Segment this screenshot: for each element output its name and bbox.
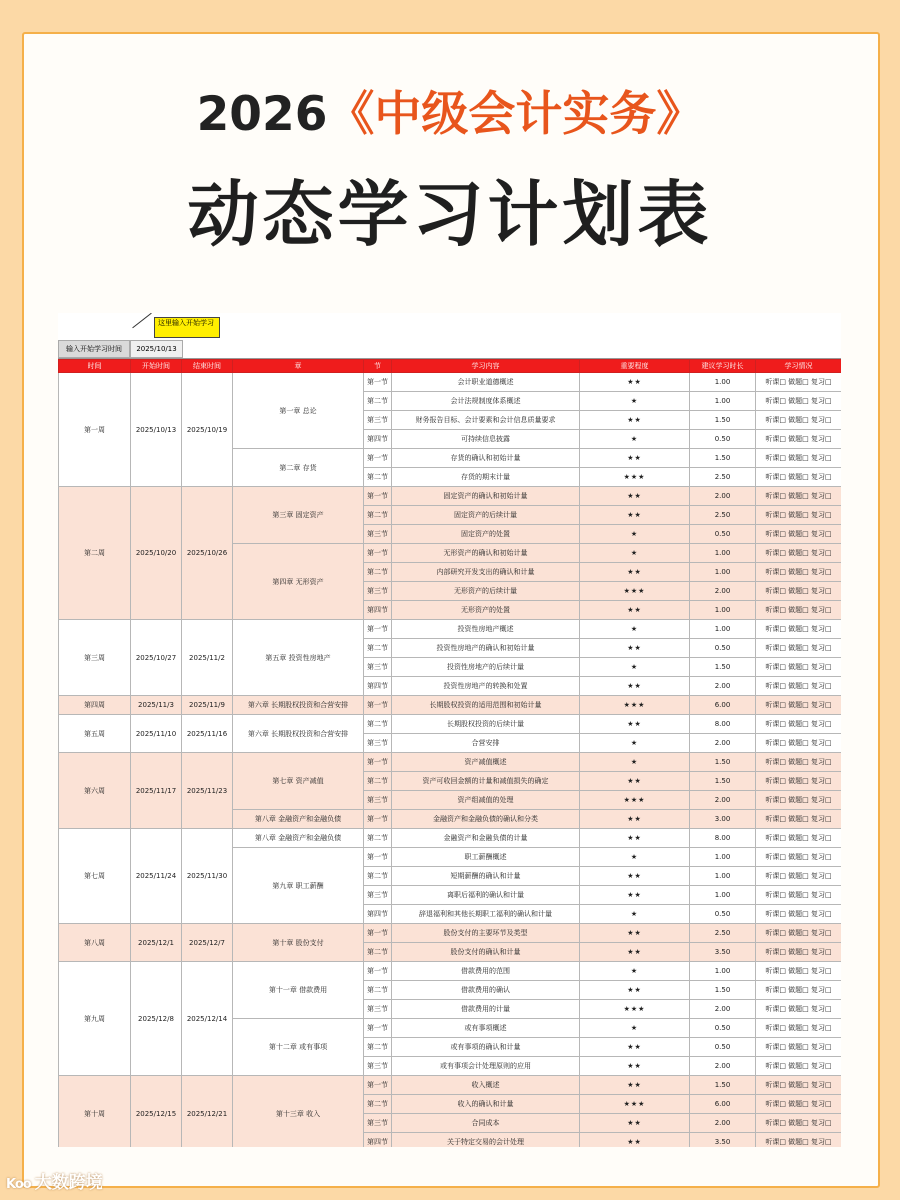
week-cell: 第五周 — [59, 715, 131, 753]
table-row — [59, 924, 842, 943]
start-date-cell: 2025/11/24 — [131, 829, 182, 924]
importance-cell: ★★★ — [580, 696, 690, 715]
status-checkboxes[interactable]: 听课□ 做题□ 复习□ — [756, 848, 842, 867]
importance-cell: ★★★ — [580, 1095, 690, 1114]
week-cell: 第八周 — [59, 924, 131, 962]
status-checkboxes[interactable]: 听课□ 做题□ 复习□ — [756, 506, 842, 525]
section-cell: 第一节 — [364, 848, 392, 867]
duration-cell: 2.50 — [690, 506, 756, 525]
week-cell: 第二周 — [59, 487, 131, 620]
start-date-cell: 2025/12/15 — [131, 1076, 182, 1148]
content-cell: 收入概述 — [392, 1076, 580, 1095]
section-cell: 第三节 — [364, 658, 392, 677]
duration-cell: 2.00 — [690, 582, 756, 601]
spreadsheet — [58, 313, 841, 1147]
section-cell: 第三节 — [364, 525, 392, 544]
section-cell: 第三节 — [364, 1000, 392, 1019]
brand-watermark — [6, 1168, 103, 1193]
chapter-cell: 第二章 存货 — [233, 449, 364, 487]
content-cell: 资产可收回金额的计量和减值损失的确定 — [392, 772, 580, 791]
section-cell: 第二节 — [364, 943, 392, 962]
start-date-cell: 2025/11/10 — [131, 715, 182, 753]
importance-cell: ★★ — [580, 677, 690, 696]
brand-name: 大数跨境 — [34, 1173, 103, 1193]
section-cell: 第二节 — [364, 772, 392, 791]
duration-cell: 3.50 — [690, 1133, 756, 1148]
table-row — [59, 715, 842, 734]
column-header: 开始时间 — [131, 360, 182, 373]
chapter-cell: 第六章 长期股权投资和合营安排 — [233, 696, 364, 715]
section-cell: 第二节 — [364, 829, 392, 848]
section-cell: 第一节 — [364, 1019, 392, 1038]
importance-cell: ★ — [580, 962, 690, 981]
section-cell: 第四节 — [364, 601, 392, 620]
duration-cell: 1.00 — [690, 620, 756, 639]
duration-cell: 3.50 — [690, 943, 756, 962]
duration-cell: 1.00 — [690, 601, 756, 620]
section-cell: 第二节 — [364, 867, 392, 886]
column-header: 学习内容 — [392, 360, 580, 373]
importance-cell: ★ — [580, 753, 690, 772]
section-cell: 第二节 — [364, 639, 392, 658]
importance-cell: ★★ — [580, 601, 690, 620]
content-cell: 资产组减值的处理 — [392, 791, 580, 810]
status-checkboxes[interactable]: 听课□ 做题□ 复习□ — [756, 639, 842, 658]
status-checkboxes[interactable]: 听课□ 做题□ 复习□ — [756, 1076, 842, 1095]
chapter-cell: 第五章 投资性房地产 — [233, 620, 364, 696]
importance-cell: ★★ — [580, 981, 690, 1000]
duration-cell: 1.00 — [690, 544, 756, 563]
content-cell: 股份支付的主要环节及类型 — [392, 924, 580, 943]
table-row — [59, 620, 842, 639]
week-cell: 第四周 — [59, 696, 131, 715]
section-cell: 第三节 — [364, 886, 392, 905]
section-cell: 第一节 — [364, 620, 392, 639]
start-date-cell: 2025/10/20 — [131, 487, 182, 620]
duration-cell: 2.00 — [690, 1000, 756, 1019]
duration-cell: 0.50 — [690, 905, 756, 924]
section-cell: 第二节 — [364, 981, 392, 1000]
week-cell: 第六周 — [59, 753, 131, 829]
status-checkboxes[interactable]: 听课□ 做题□ 复习□ — [756, 677, 842, 696]
content-cell: 合营安排 — [392, 734, 580, 753]
duration-cell: 1.50 — [690, 1076, 756, 1095]
end-date-cell: 2025/10/19 — [182, 373, 233, 487]
section-cell: 第二节 — [364, 468, 392, 487]
importance-cell: ★★ — [580, 411, 690, 430]
importance-cell: ★ — [580, 734, 690, 753]
table-row — [59, 696, 842, 715]
start-date-cell: 2025/11/3 — [131, 696, 182, 715]
end-date-cell: 2025/12/14 — [182, 962, 233, 1076]
status-checkboxes[interactable]: 听课□ 做题□ 复习□ — [756, 1057, 842, 1076]
importance-cell: ★★ — [580, 810, 690, 829]
duration-cell: 1.00 — [690, 392, 756, 411]
duration-cell: 1.50 — [690, 772, 756, 791]
duration-cell: 1.00 — [690, 563, 756, 582]
content-cell: 无形资产的处置 — [392, 601, 580, 620]
importance-cell: ★★ — [580, 943, 690, 962]
status-checkboxes[interactable]: 听课□ 做题□ 复习□ — [756, 962, 842, 981]
content-cell: 财务报告目标、会计要素和会计信息质量要求 — [392, 411, 580, 430]
content-cell: 职工薪酬概述 — [392, 848, 580, 867]
column-header: 时间 — [59, 360, 131, 373]
section-cell: 第四节 — [364, 1133, 392, 1148]
content-cell: 金融资产和金融负债的计量 — [392, 829, 580, 848]
content-cell: 资产减值概述 — [392, 753, 580, 772]
chapter-cell: 第四章 无形资产 — [233, 544, 364, 620]
end-date-cell: 2025/12/7 — [182, 924, 233, 962]
section-cell: 第一节 — [364, 373, 392, 392]
chapter-cell: 第十章 股份支付 — [233, 924, 364, 962]
content-cell: 固定资产的后续计量 — [392, 506, 580, 525]
duration-cell: 1.50 — [690, 658, 756, 677]
table-row — [59, 962, 842, 981]
chapter-cell: 第六章 长期股权投资和合营安排 — [233, 715, 364, 753]
duration-cell: 0.50 — [690, 1038, 756, 1057]
brand-logo-icon: Koo — [6, 1177, 31, 1192]
importance-cell: ★★ — [580, 373, 690, 392]
duration-cell: 1.50 — [690, 981, 756, 1000]
column-header: 建议学习时长 — [690, 360, 756, 373]
status-checkboxes[interactable]: 听课□ 做题□ 复习□ — [756, 563, 842, 582]
status-checkboxes[interactable]: 听课□ 做题□ 复习□ — [756, 430, 842, 449]
status-checkboxes[interactable]: 听课□ 做题□ 复习□ — [756, 772, 842, 791]
status-checkboxes[interactable]: 听课□ 做题□ 复习□ — [756, 392, 842, 411]
content-cell: 借款费用的范围 — [392, 962, 580, 981]
content-cell: 固定资产的处置 — [392, 525, 580, 544]
content-cell: 会计法规制度体系概述 — [392, 392, 580, 411]
importance-cell: ★★ — [580, 639, 690, 658]
start-date-label: 输入开始学习时间 — [58, 340, 130, 358]
section-cell: 第三节 — [364, 1114, 392, 1133]
importance-cell: ★★ — [580, 1133, 690, 1148]
section-cell: 第一节 — [364, 962, 392, 981]
content-cell: 关于特定交易的会计处理 — [392, 1133, 580, 1148]
importance-cell: ★★ — [580, 886, 690, 905]
chapter-cell: 第八章 金融资产和金融负债 — [233, 829, 364, 848]
status-checkboxes[interactable]: 听课□ 做题□ 复习□ — [756, 1000, 842, 1019]
table-row — [59, 1076, 842, 1095]
section-cell: 第二节 — [364, 506, 392, 525]
status-checkboxes[interactable]: 听课□ 做题□ 复习□ — [756, 1133, 842, 1148]
content-cell: 无形资产的确认和初始计量 — [392, 544, 580, 563]
week-cell: 第七周 — [59, 829, 131, 924]
status-checkboxes[interactable]: 听课□ 做题□ 复习□ — [756, 867, 842, 886]
end-date-cell: 2025/12/21 — [182, 1076, 233, 1148]
content-cell: 投资性房地产的确认和初始计量 — [392, 639, 580, 658]
end-date-cell: 2025/11/30 — [182, 829, 233, 924]
section-cell: 第三节 — [364, 734, 392, 753]
end-date-cell: 2025/11/23 — [182, 753, 233, 829]
section-cell: 第一节 — [364, 753, 392, 772]
status-checkboxes[interactable]: 听课□ 做题□ 复习□ — [756, 487, 842, 506]
chapter-cell: 第九章 职工薪酬 — [233, 848, 364, 924]
duration-cell: 1.50 — [690, 449, 756, 468]
arrow-line — [132, 313, 152, 328]
status-checkboxes[interactable]: 听课□ 做题□ 复习□ — [756, 1019, 842, 1038]
chapter-cell: 第三章 固定资产 — [233, 487, 364, 544]
chapter-cell: 第十三章 收入 — [233, 1076, 364, 1148]
duration-cell: 1.00 — [690, 962, 756, 981]
section-cell: 第二节 — [364, 1038, 392, 1057]
duration-cell: 2.50 — [690, 924, 756, 943]
section-cell: 第二节 — [364, 563, 392, 582]
content-cell: 或有事项的确认和计量 — [392, 1038, 580, 1057]
end-date-cell: 2025/11/16 — [182, 715, 233, 753]
importance-cell: ★★ — [580, 487, 690, 506]
page-title — [0, 80, 900, 150]
content-cell: 投资性房地产的转换和处置 — [392, 677, 580, 696]
content-cell: 金融资产和金融负债的确认和分类 — [392, 810, 580, 829]
duration-cell: 8.00 — [690, 715, 756, 734]
content-cell: 辞退福利和其他长期职工福利的确认和计量 — [392, 905, 580, 924]
duration-cell: 0.50 — [690, 639, 756, 658]
status-checkboxes[interactable]: 听课□ 做题□ 复习□ — [756, 886, 842, 905]
importance-cell: ★ — [580, 544, 690, 563]
importance-cell: ★★ — [580, 1076, 690, 1095]
importance-cell: ★★ — [580, 1057, 690, 1076]
content-cell: 投资性房地产概述 — [392, 620, 580, 639]
table-row — [59, 373, 842, 392]
content-cell: 固定资产的确认和初始计量 — [392, 487, 580, 506]
content-cell: 存货的确认和初始计量 — [392, 449, 580, 468]
title-year: 2026 — [196, 87, 328, 142]
status-checkboxes[interactable]: 听课□ 做题□ 复习□ — [756, 734, 842, 753]
end-date-cell: 2025/11/2 — [182, 620, 233, 696]
status-checkboxes[interactable]: 听课□ 做题□ 复习□ — [756, 753, 842, 772]
importance-cell: ★★ — [580, 715, 690, 734]
section-cell: 第三节 — [364, 1057, 392, 1076]
status-checkboxes[interactable]: 听课□ 做题□ 复习□ — [756, 715, 842, 734]
table-header-row — [59, 360, 842, 373]
week-cell: 第一周 — [59, 373, 131, 487]
content-cell: 存货的期末计量 — [392, 468, 580, 487]
duration-cell: 2.00 — [690, 1114, 756, 1133]
duration-cell: 1.50 — [690, 411, 756, 430]
status-checkboxes[interactable]: 听课□ 做题□ 复习□ — [756, 905, 842, 924]
section-cell: 第三节 — [364, 411, 392, 430]
chapter-cell: 第一章 总论 — [233, 373, 364, 449]
column-header: 节 — [364, 360, 392, 373]
chapter-cell: 第十一章 借款费用 — [233, 962, 364, 1019]
importance-cell: ★★★ — [580, 582, 690, 601]
section-cell: 第一节 — [364, 924, 392, 943]
section-cell: 第一节 — [364, 1076, 392, 1095]
duration-cell: 2.00 — [690, 791, 756, 810]
section-cell: 第三节 — [364, 791, 392, 810]
status-checkboxes[interactable]: 听课□ 做题□ 复习□ — [756, 924, 842, 943]
table-row — [59, 487, 842, 506]
start-date-cell: 2025/10/27 — [131, 620, 182, 696]
duration-cell: 0.50 — [690, 525, 756, 544]
chapter-cell: 第七章 资产减值 — [233, 753, 364, 810]
column-header: 结束时间 — [182, 360, 233, 373]
section-cell: 第一节 — [364, 544, 392, 563]
duration-cell: 2.00 — [690, 1057, 756, 1076]
duration-cell: 1.50 — [690, 753, 756, 772]
duration-cell: 2.00 — [690, 677, 756, 696]
start-date-input[interactable]: 2025/10/13 — [130, 340, 183, 358]
section-cell: 第三节 — [364, 582, 392, 601]
content-cell: 股份支付的确认和计量 — [392, 943, 580, 962]
status-checkboxes[interactable]: 听课□ 做题□ 复习□ — [756, 658, 842, 677]
status-checkboxes[interactable]: 听课□ 做题□ 复习□ — [756, 620, 842, 639]
week-cell: 第十周 — [59, 1076, 131, 1148]
sheet-top-area — [58, 313, 841, 359]
title-book: 《中级会计实务》 — [327, 87, 704, 142]
chapter-cell: 第十二章 或有事项 — [233, 1019, 364, 1076]
content-cell: 借款费用的计量 — [392, 1000, 580, 1019]
section-cell: 第二节 — [364, 392, 392, 411]
importance-cell: ★ — [580, 658, 690, 677]
start-date-cell: 2025/10/13 — [131, 373, 182, 487]
importance-cell: ★ — [580, 392, 690, 411]
status-checkboxes[interactable]: 听课□ 做题□ 复习□ — [756, 943, 842, 962]
start-date-cell: 2025/12/1 — [131, 924, 182, 962]
status-checkboxes[interactable]: 听课□ 做题□ 复习□ — [756, 696, 842, 715]
page-subtitle: 动态学习计划表 — [187, 173, 713, 256]
importance-cell: ★★★ — [580, 468, 690, 487]
end-date-cell: 2025/10/26 — [182, 487, 233, 620]
status-checkboxes[interactable]: 听课□ 做题□ 复习□ — [756, 810, 842, 829]
content-cell: 或有事项会计处理原则的应用 — [392, 1057, 580, 1076]
content-cell: 收入的确认和计量 — [392, 1095, 580, 1114]
status-checkboxes[interactable]: 听课□ 做题□ 复习□ — [756, 411, 842, 430]
input-hint-note: 这里输入开始学习 — [154, 317, 220, 338]
status-checkboxes[interactable]: 听课□ 做题□ 复习□ — [756, 1038, 842, 1057]
duration-cell: 2.00 — [690, 734, 756, 753]
importance-cell: ★ — [580, 430, 690, 449]
importance-cell: ★★ — [580, 829, 690, 848]
duration-cell: 2.50 — [690, 468, 756, 487]
content-cell: 离职后福利的确认和计量 — [392, 886, 580, 905]
column-header: 重要程度 — [580, 360, 690, 373]
column-header: 章 — [233, 360, 364, 373]
importance-cell: ★★ — [580, 506, 690, 525]
duration-cell: 0.50 — [690, 430, 756, 449]
start-date-cell: 2025/12/8 — [131, 962, 182, 1076]
content-cell: 会计职业道德概述 — [392, 373, 580, 392]
status-checkboxes[interactable]: 听课□ 做题□ 复习□ — [756, 544, 842, 563]
duration-cell: 1.00 — [690, 848, 756, 867]
section-cell: 第二节 — [364, 1095, 392, 1114]
status-checkboxes[interactable]: 听课□ 做题□ 复习□ — [756, 373, 842, 392]
chapter-cell: 第八章 金融资产和金融负债 — [233, 810, 364, 829]
status-checkboxes[interactable]: 听课□ 做题□ 复习□ — [756, 791, 842, 810]
table-row — [59, 753, 842, 772]
importance-cell: ★ — [580, 620, 690, 639]
status-checkboxes[interactable]: 听课□ 做题□ 复习□ — [756, 468, 842, 487]
duration-cell: 1.00 — [690, 373, 756, 392]
content-cell: 无形资产的后续计量 — [392, 582, 580, 601]
section-cell: 第一节 — [364, 449, 392, 468]
content-cell: 内部研究开发支出的确认和计量 — [392, 563, 580, 582]
section-cell: 第一节 — [364, 810, 392, 829]
duration-cell: 8.00 — [690, 829, 756, 848]
content-cell: 或有事项概述 — [392, 1019, 580, 1038]
start-date-cell: 2025/11/17 — [131, 753, 182, 829]
study-plan-table — [58, 359, 841, 1147]
duration-cell: 3.00 — [690, 810, 756, 829]
status-checkboxes[interactable]: 听课□ 做题□ 复习□ — [756, 525, 842, 544]
duration-cell: 0.50 — [690, 1019, 756, 1038]
content-cell: 长期股权投资的后续计量 — [392, 715, 580, 734]
importance-cell: ★★ — [580, 1114, 690, 1133]
end-date-cell: 2025/11/9 — [182, 696, 233, 715]
duration-cell: 6.00 — [690, 696, 756, 715]
importance-cell: ★★ — [580, 449, 690, 468]
section-cell: 第一节 — [364, 487, 392, 506]
status-checkboxes[interactable]: 听课□ 做题□ 复习□ — [756, 1114, 842, 1133]
importance-cell: ★★ — [580, 924, 690, 943]
importance-cell: ★★★ — [580, 1000, 690, 1019]
content-cell: 投资性房地产的后续计量 — [392, 658, 580, 677]
importance-cell: ★★ — [580, 1038, 690, 1057]
section-cell: 第四节 — [364, 905, 392, 924]
table-row — [59, 829, 842, 848]
status-checkboxes[interactable]: 听课□ 做题□ 复习□ — [756, 582, 842, 601]
duration-cell: 1.00 — [690, 867, 756, 886]
importance-cell: ★★ — [580, 563, 690, 582]
duration-cell: 2.00 — [690, 487, 756, 506]
section-cell: 第四节 — [364, 677, 392, 696]
importance-cell: ★ — [580, 525, 690, 544]
column-header: 学习情况 — [756, 360, 842, 373]
duration-cell: 6.00 — [690, 1095, 756, 1114]
content-cell: 可持续信息披露 — [392, 430, 580, 449]
status-checkboxes[interactable]: 听课□ 做题□ 复习□ — [756, 829, 842, 848]
importance-cell: ★★★ — [580, 791, 690, 810]
importance-cell: ★★ — [580, 772, 690, 791]
section-cell: 第一节 — [364, 696, 392, 715]
status-checkboxes[interactable]: 听课□ 做题□ 复习□ — [756, 449, 842, 468]
importance-cell: ★ — [580, 1019, 690, 1038]
duration-cell: 1.00 — [690, 886, 756, 905]
content-cell: 借款费用的确认 — [392, 981, 580, 1000]
content-cell: 短期薪酬的确认和计量 — [392, 867, 580, 886]
status-checkboxes[interactable]: 听课□ 做题□ 复习□ — [756, 981, 842, 1000]
importance-cell: ★ — [580, 848, 690, 867]
importance-cell: ★★ — [580, 867, 690, 886]
status-checkboxes[interactable]: 听课□ 做题□ 复习□ — [756, 1095, 842, 1114]
importance-cell: ★ — [580, 905, 690, 924]
section-cell: 第二节 — [364, 715, 392, 734]
content-cell: 合同成本 — [392, 1114, 580, 1133]
content-cell: 长期股权投资的适用范围和初始计量 — [392, 696, 580, 715]
week-cell: 第三周 — [59, 620, 131, 696]
status-checkboxes[interactable]: 听课□ 做题□ 复习□ — [756, 601, 842, 620]
week-cell: 第九周 — [59, 962, 131, 1076]
section-cell: 第四节 — [364, 430, 392, 449]
